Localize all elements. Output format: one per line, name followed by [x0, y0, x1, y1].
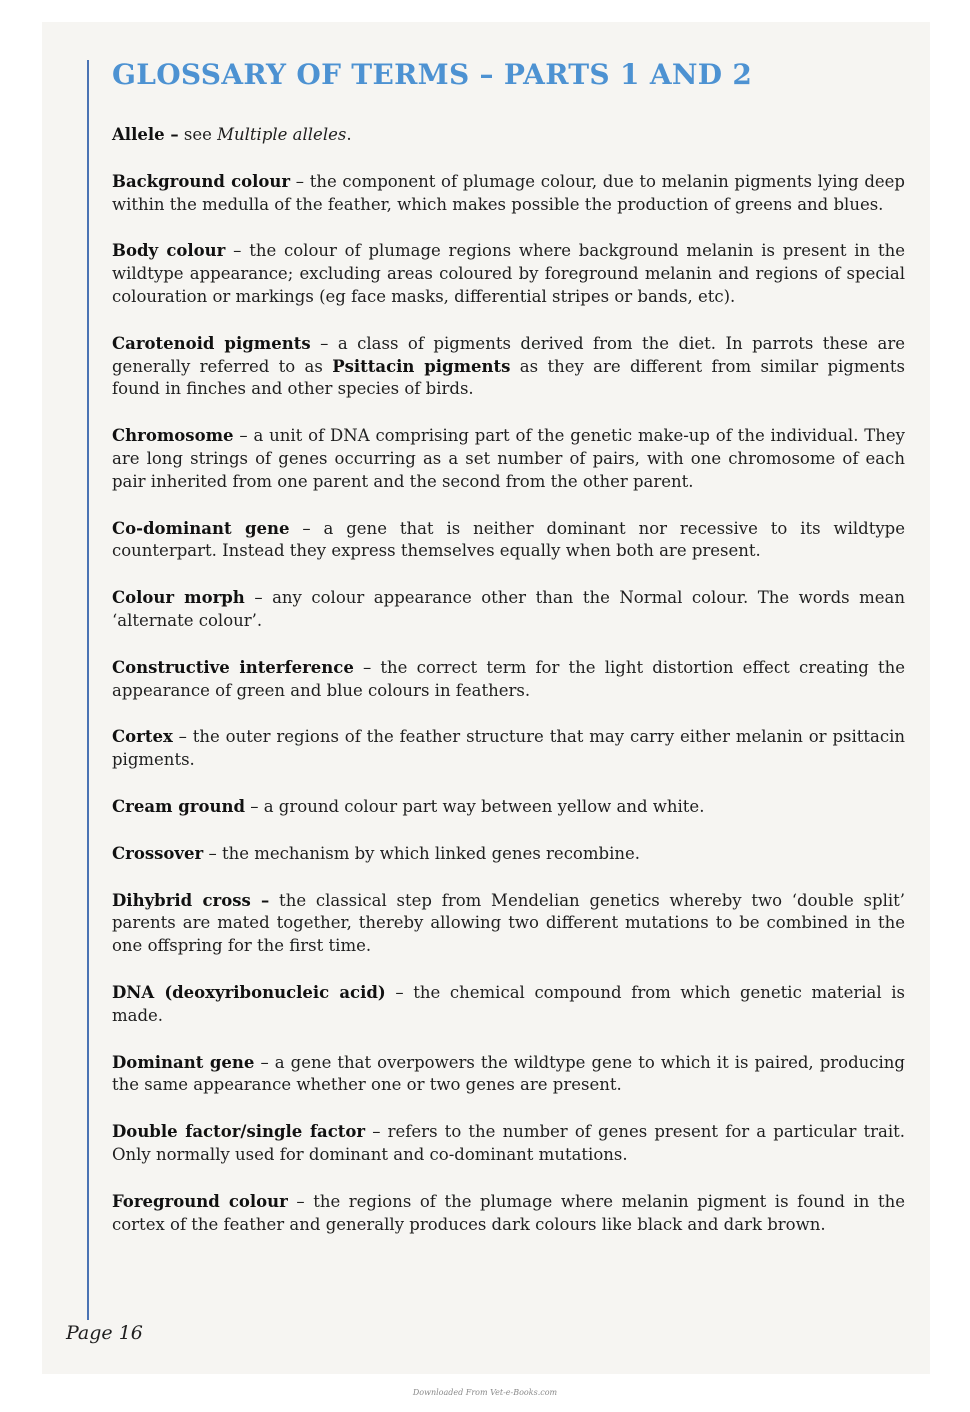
glossary-term: Carotenoid pigments — [112, 333, 311, 353]
glossary-term: Body colour — [112, 241, 226, 261]
glossary-term: Colour morph — [112, 588, 245, 608]
glossary-entry-colour-morph — [112, 587, 905, 633]
glossary-definition: – a unit of DNA comprising part of the genetic make-up of the individual. They are long strings of genes occurring as a set number of pairs, with one chromosome of each pair inherited from one parent and the second from the other parent. — [112, 426, 905, 491]
glossary-entry-background-colour — [112, 171, 905, 217]
glossary-term: Background colour — [112, 171, 291, 191]
glossary-term: Crossover — [112, 843, 204, 863]
glossary-definition: – the chemical compound from which genetic material is made. — [112, 982, 905, 1025]
glossary-term: Foreground colour — [112, 1191, 288, 1211]
glossary-definition: – any colour appearance other than the Normal colour. The words mean ‘alternate colour’. — [112, 588, 905, 630]
glossary-definition: – the regions of the plumage where melanin pigment is found in the cortex of the feather and generally produces dark colours like black and dark brown. — [112, 1191, 905, 1234]
glossary-entry-crossover — [112, 843, 905, 866]
glossary-term: Double factor/single factor — [112, 1122, 366, 1142]
glossary-definition: – the correct term for the light distortion effect creating the appearance of green and blue colours in feathers. — [112, 657, 905, 700]
margin-rule — [87, 60, 89, 1320]
glossary-term: DNA (deoxyribonucleic acid) — [112, 982, 386, 1002]
page-number: Page 16 — [66, 1322, 143, 1344]
glossary-entry-dna — [112, 982, 905, 1028]
glossary-term: Dominant gene — [112, 1052, 255, 1072]
glossary-entry-cortex — [112, 726, 905, 772]
glossary-definition: the classical step from Mendelian genetics whereby two ‘double split’ parents are mated together, thereby allowing two different mutations to be combined in the one offspring for the first time. — [112, 890, 905, 956]
glossary-definition: – the colour of plumage regions where background melanin is present in the wildtype appearance; excluding areas coloured by foreground melanin and regions of special colouration or markings (eg face masks, differential stripes or bands, etc). — [112, 241, 905, 306]
glossary-entry-cream-ground — [112, 796, 905, 819]
glossary-entry-foreground-colour — [112, 1191, 905, 1237]
glossary-entry-dominant-gene — [112, 1052, 905, 1098]
glossary-term: Allele – — [112, 125, 179, 144]
glossary-term: Cream ground — [112, 796, 245, 816]
glossary-term: Constructive interference — [112, 657, 354, 677]
glossary-definition-end: as they are different from similar pigments found in finches and other species of birds. — [112, 356, 905, 399]
glossary-definition: – a gene that overpowers the wildtype gene to which it is paired, producing the same appearance whether one or two genes are present. — [112, 1052, 905, 1095]
glossary-definition: – the outer regions of the feather structure that may carry either melanin or psittacin pigments. — [112, 727, 905, 770]
download-watermark: Downloaded From Vet-e-Books.com — [412, 1388, 558, 1397]
page-title: GLOSSARY OF TERMS – PARTS 1 AND 2 — [112, 58, 753, 91]
glossary-definition: – a ground colour part way between yellow and white. — [244, 796, 705, 816]
glossary-definition: – the mechanism by which linked genes recombine. — [203, 843, 640, 863]
glossary-entry-co-dominant-gene — [112, 518, 905, 564]
glossary-entry-double-factor — [112, 1121, 905, 1167]
glossary-definition: – a gene that is neither dominant nor recessive to its wildtype counterpart. Instead they express themselves equally when both are present. — [112, 518, 905, 561]
glossary-entry-allele — [112, 124, 905, 147]
glossary-crossref: Multiple alleles — [217, 125, 347, 144]
glossary-entry-chromosome — [112, 425, 905, 493]
glossary-definition: see — [178, 125, 218, 144]
glossary-emphasis: Psittacin pigments — [332, 356, 511, 376]
glossary-term: Cortex — [112, 727, 173, 747]
glossary-term: Co-dominant gene — [112, 518, 290, 538]
glossary-entry-body-colour — [112, 240, 905, 308]
glossary-definition: – a class of pigments derived from the diet. In parrots these are generally referred to as — [112, 333, 905, 376]
glossary-list — [112, 124, 905, 1260]
glossary-term: Dihybrid cross – — [112, 890, 270, 910]
glossary-definition: – refers to the number of genes present for a particular trait. Only normally used for dominant and co-dominant mutations. — [112, 1122, 905, 1164]
glossary-definition: – the component of plumage colour, due to melanin pigments lying deep within the medulla of the feather, which makes possible the production of greens and blues. — [112, 171, 905, 214]
glossary-entry-dihybrid-cross — [112, 890, 905, 958]
glossary-entry-constructive-interference — [112, 657, 905, 703]
glossary-term: Chromosome — [112, 426, 234, 446]
glossary-entry-carotenoid-pigments — [112, 333, 905, 401]
glossary-definition-end: . — [346, 125, 352, 144]
